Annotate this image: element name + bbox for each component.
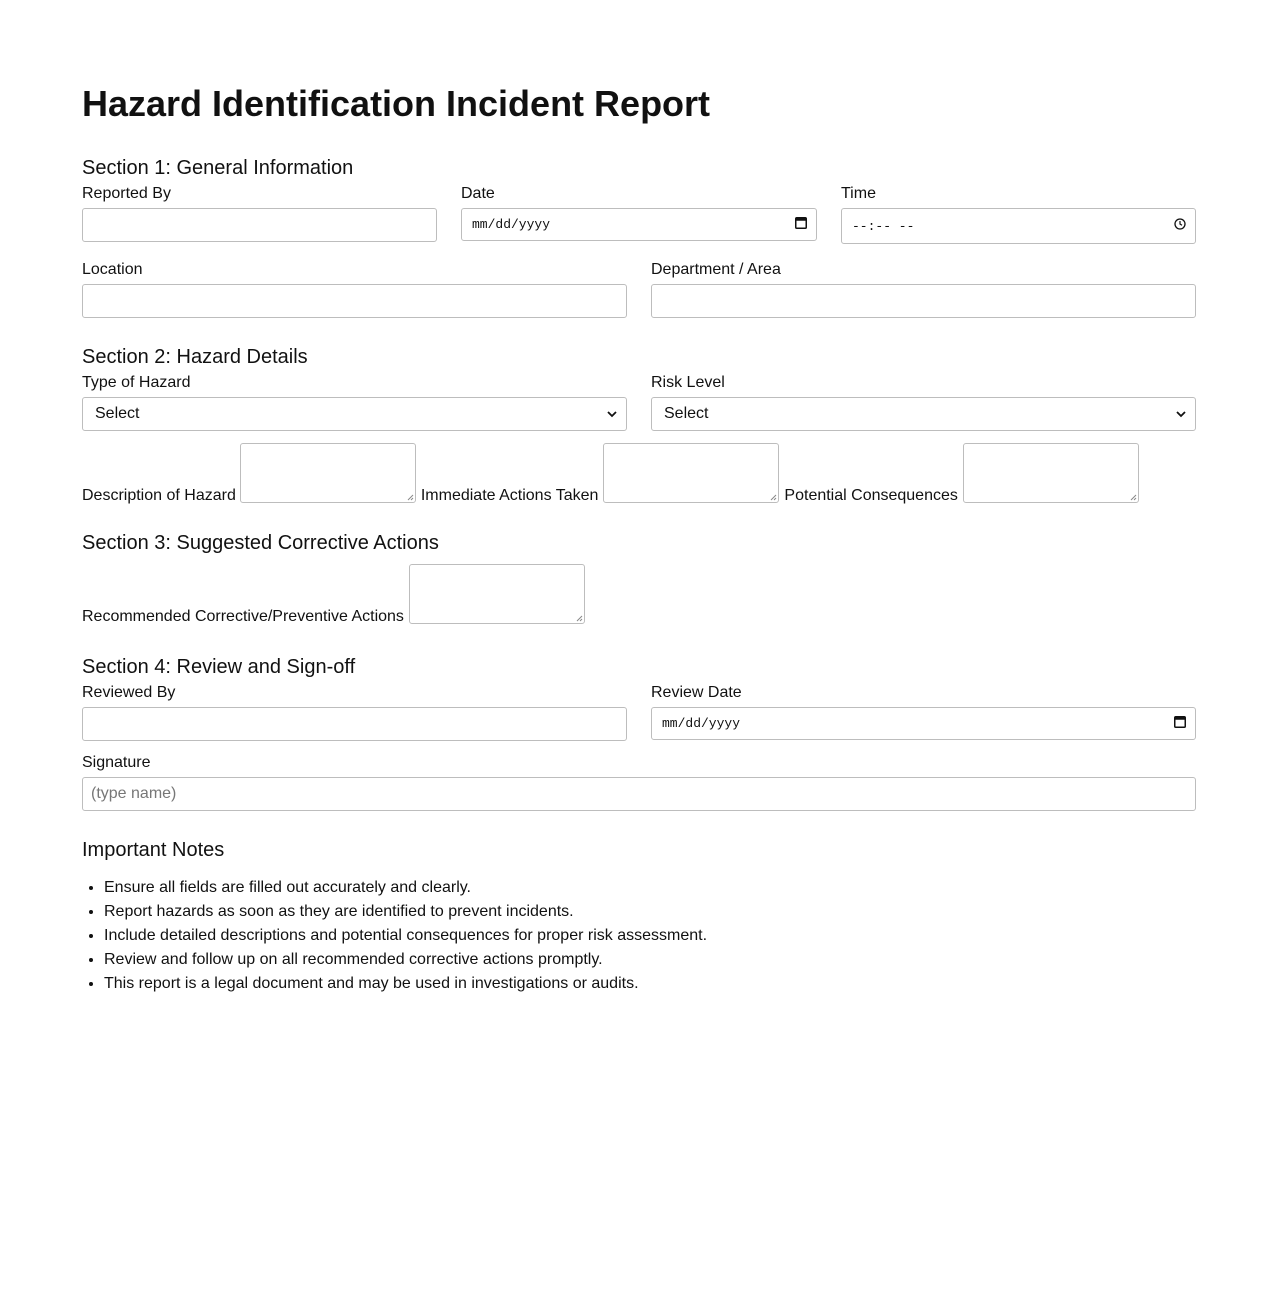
reviewed-by-field bbox=[82, 683, 627, 741]
signature-label: Signature bbox=[82, 754, 151, 771]
clock-icon[interactable] bbox=[1174, 218, 1186, 234]
description-textarea[interactable] bbox=[240, 443, 416, 503]
department-field bbox=[651, 260, 1196, 318]
date-placeholder: mm/dd/yyyy bbox=[472, 217, 551, 232]
consequences-textarea[interactable] bbox=[963, 443, 1139, 503]
time-input[interactable] bbox=[841, 208, 1196, 244]
signature-field bbox=[82, 753, 1196, 811]
risk-level-select[interactable] bbox=[651, 397, 1196, 431]
immediate-actions-label: Immediate Actions Taken bbox=[420, 487, 599, 504]
list-item: • Report hazards as soon as they are identified to prevent incidents. bbox=[104, 900, 1196, 924]
location-field bbox=[82, 260, 627, 318]
time-placeholder: --:-- -- bbox=[852, 218, 915, 234]
page-title: Hazard Identification Incident Report bbox=[82, 83, 711, 124]
risk-level-label: Risk Level bbox=[651, 374, 725, 391]
department-input[interactable] bbox=[651, 284, 1196, 318]
hazard-type-value: Select bbox=[95, 405, 140, 422]
section-1-heading: Section 1: General Information bbox=[82, 157, 354, 179]
hazard-type-select[interactable] bbox=[82, 397, 627, 431]
section-4-heading: Section 4: Review and Sign-off bbox=[82, 656, 356, 678]
reviewed-by-label: Reviewed By bbox=[82, 684, 176, 701]
immediate-actions-textarea[interactable] bbox=[603, 443, 779, 503]
date-input[interactable] bbox=[461, 208, 817, 241]
date-field bbox=[461, 184, 817, 244]
list-item: • Review and follow up on all recommended corrective actions promptly. bbox=[104, 948, 1196, 972]
hazard-textareas-row bbox=[82, 443, 1196, 503]
section-2-heading: Section 2: Hazard Details bbox=[82, 346, 308, 368]
review-date-label: Review Date bbox=[651, 684, 742, 701]
review-date-placeholder: mm/dd/yyyy bbox=[662, 716, 741, 731]
chevron-down-icon bbox=[1175, 408, 1187, 420]
reported-by-input[interactable] bbox=[82, 208, 437, 242]
resize-grip-icon[interactable] bbox=[769, 493, 777, 501]
location-input[interactable] bbox=[82, 284, 627, 318]
resize-grip-icon[interactable] bbox=[575, 614, 583, 622]
review-date-input[interactable] bbox=[651, 707, 1196, 740]
corrective-actions-row bbox=[82, 564, 1196, 624]
calendar-icon[interactable] bbox=[795, 216, 807, 233]
description-label: Description of Hazard bbox=[82, 487, 236, 504]
department-label: Department / Area bbox=[651, 261, 781, 278]
hazard-type-field bbox=[82, 373, 627, 431]
list-item: • Ensure all fields are filled out accurately and clearly. bbox=[104, 876, 1196, 900]
list-item: • This report is a legal document and may be used in investigations or audits. bbox=[104, 972, 1196, 996]
risk-level-field bbox=[651, 373, 1196, 431]
review-date-field bbox=[651, 683, 1196, 741]
location-label: Location bbox=[82, 261, 143, 278]
recommended-actions-label: Recommended Corrective/Preventive Actions bbox=[82, 608, 404, 625]
calendar-icon[interactable] bbox=[1174, 715, 1186, 732]
risk-level-value: Select bbox=[664, 405, 709, 422]
consequences-label: Potential Consequences bbox=[784, 487, 958, 504]
time-field bbox=[841, 184, 1196, 244]
hazard-type-label: Type of Hazard bbox=[82, 374, 191, 391]
resize-grip-icon[interactable] bbox=[1129, 493, 1137, 501]
signature-input[interactable] bbox=[82, 777, 1196, 811]
notes-list bbox=[82, 876, 1196, 996]
resize-grip-icon[interactable] bbox=[406, 493, 414, 501]
chevron-down-icon bbox=[606, 408, 618, 420]
date-label: Date bbox=[461, 185, 495, 202]
signature-placeholder: (type name) bbox=[91, 785, 177, 802]
time-label: Time bbox=[841, 185, 876, 202]
section-3-heading: Section 3: Suggested Corrective Actions bbox=[82, 532, 439, 554]
reviewed-by-input[interactable] bbox=[82, 707, 627, 741]
list-item: • Include detailed descriptions and potential consequences for proper risk assessment. bbox=[104, 924, 1196, 948]
reported-by-label: Reported By bbox=[82, 185, 171, 202]
reported-by-field bbox=[82, 184, 437, 244]
notes-heading: Important Notes bbox=[82, 839, 225, 861]
recommended-actions-textarea[interactable] bbox=[409, 564, 585, 624]
